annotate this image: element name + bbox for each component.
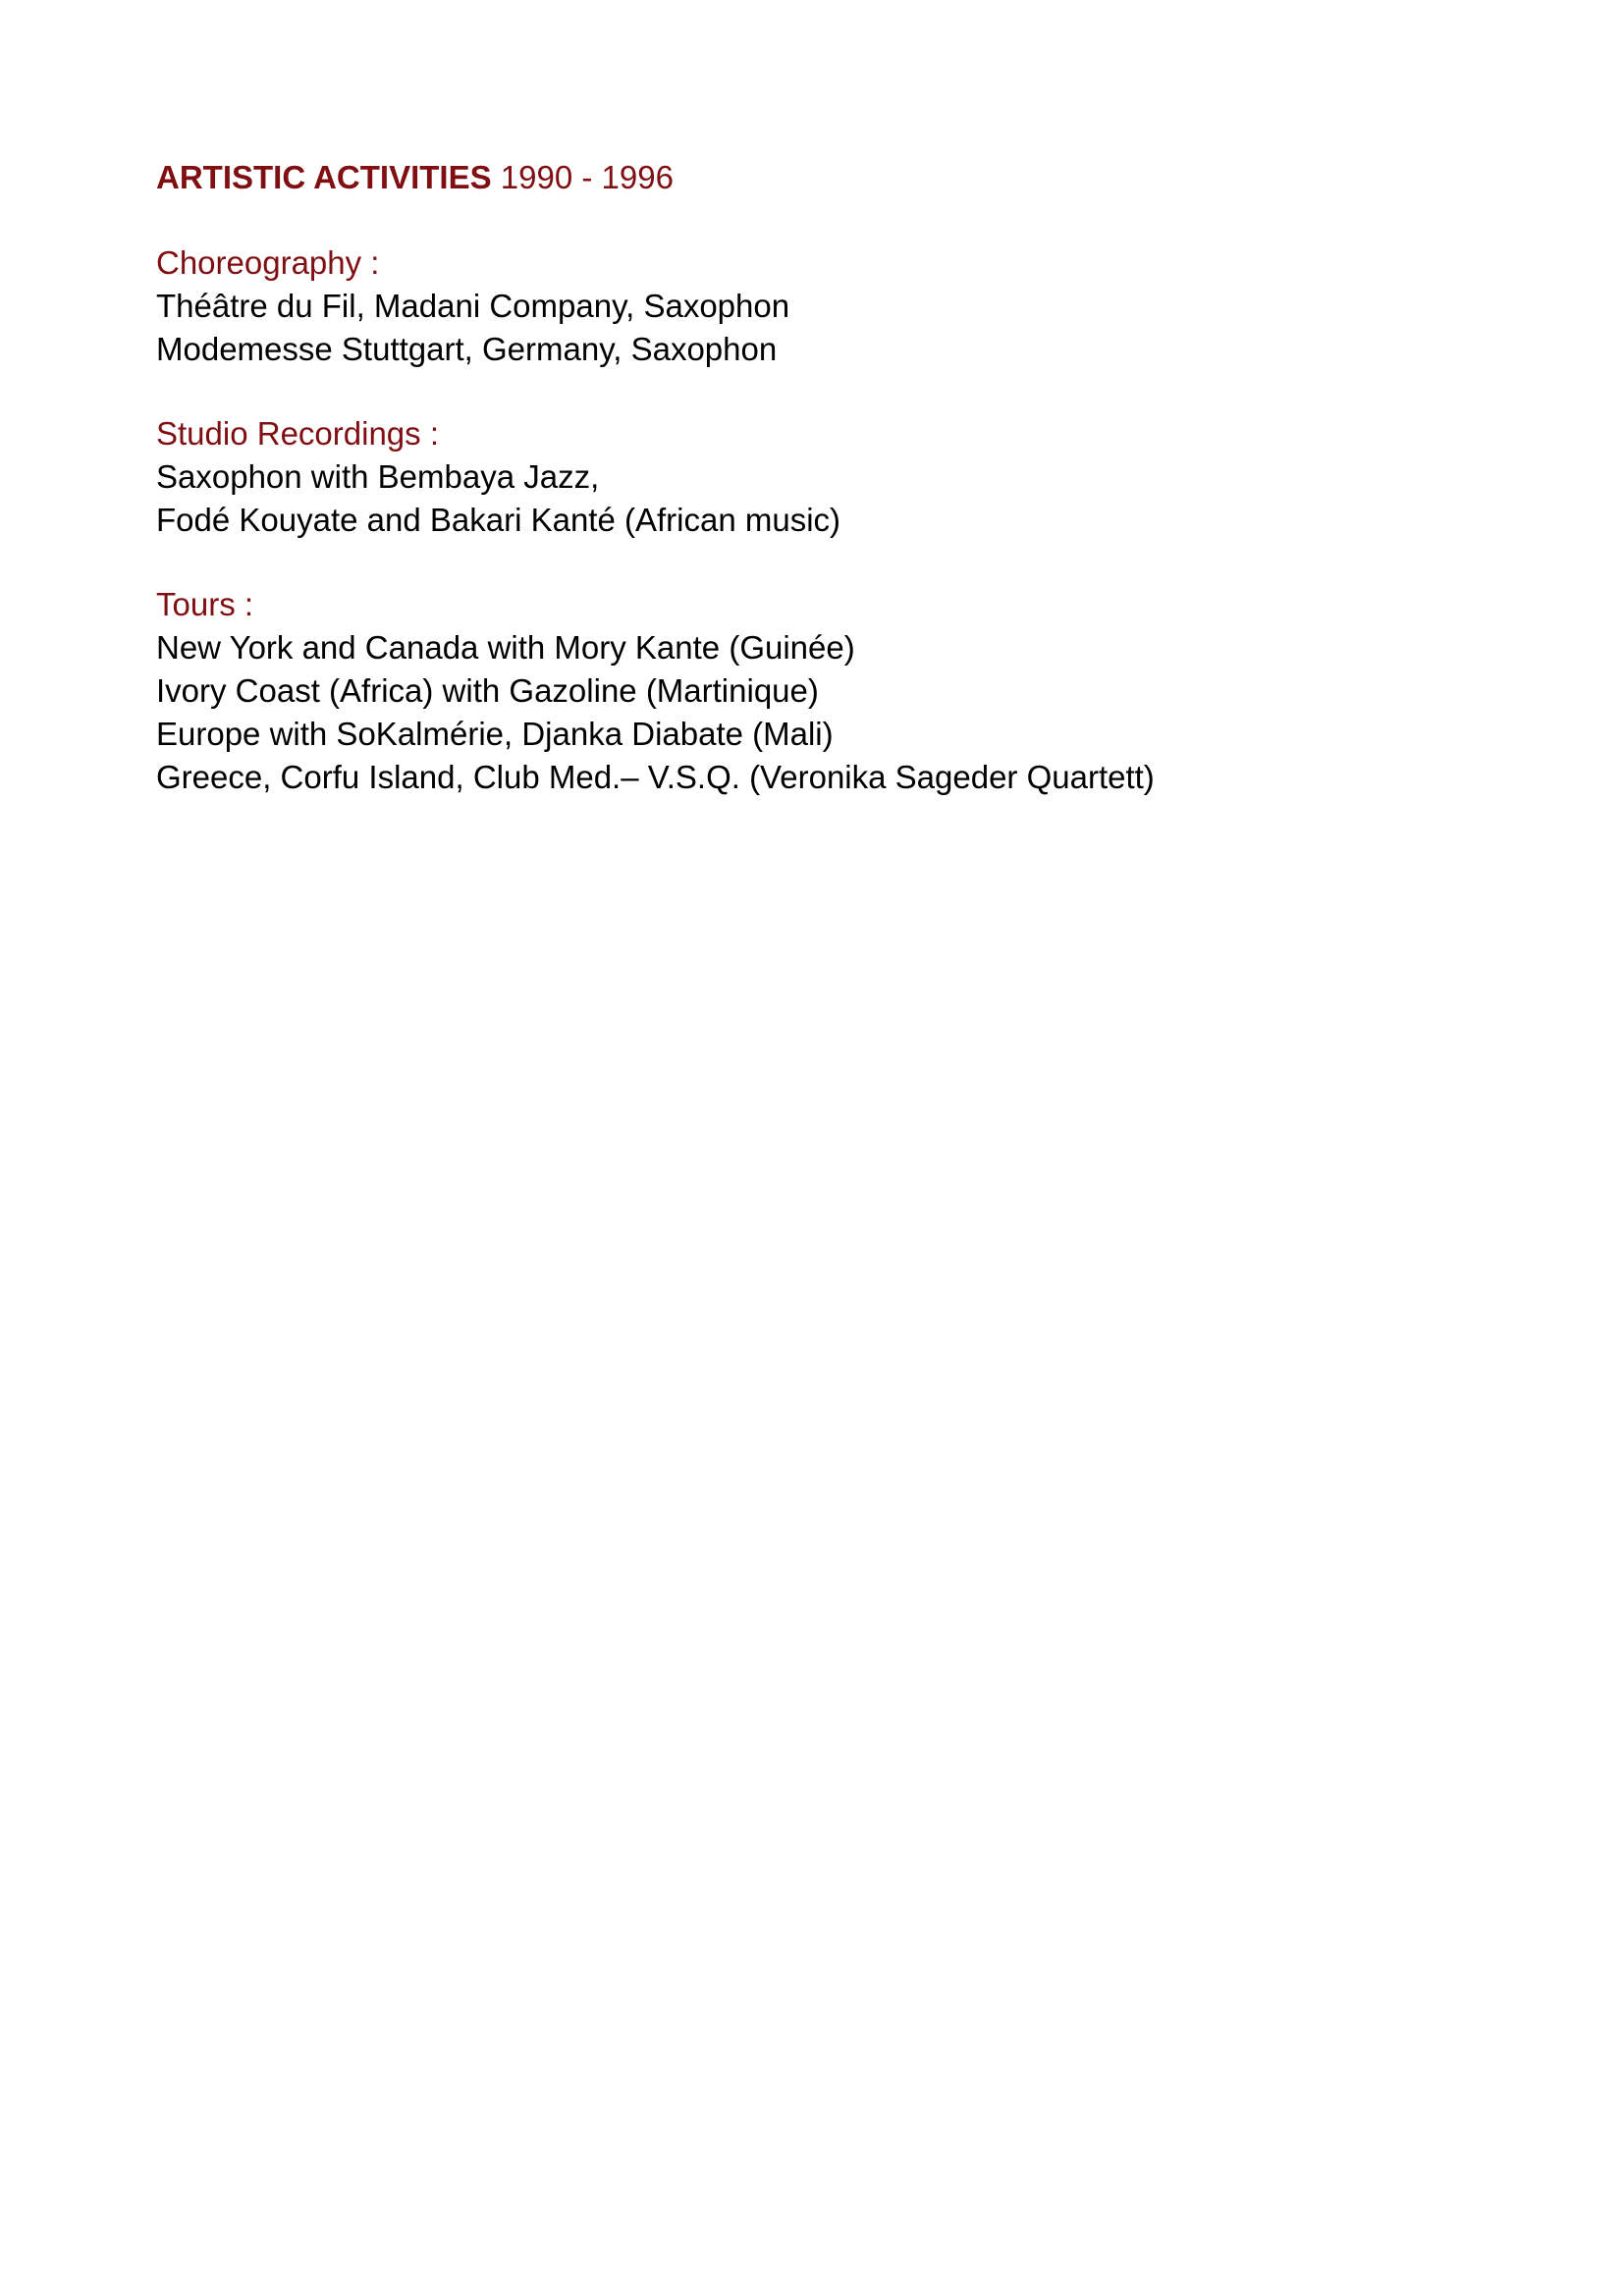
list-item: Théâtre du Fil, Madani Company, Saxophon — [156, 288, 790, 324]
list-item: Europe with SoKalmérie, Djanka Diabate (Mali) — [156, 716, 834, 752]
heading-title: ARTISTIC ACTIVITIES — [156, 159, 492, 195]
list-item: Saxophon with Bembaya Jazz, — [156, 458, 600, 495]
heading-years: 1990 - 1996 — [500, 159, 674, 195]
list-item: Modemesse Stuttgart, Germany, Saxophon — [156, 331, 778, 367]
section-tours — [156, 583, 1472, 799]
section-studio-recordings — [156, 412, 1472, 542]
list-item: Ivory Coast (Africa) with Gazoline (Martinique) — [156, 672, 819, 709]
section-title: Tours : — [156, 586, 254, 622]
page-heading — [156, 155, 1472, 200]
list-item: Greece, Corfu Island, Club Med.– V.S.Q. (Veronika Sageder Quartett) — [156, 759, 1155, 795]
list-item: Fodé Kouyate and Bakari Kanté (African music) — [156, 502, 841, 538]
section-choreography — [156, 241, 1472, 371]
section-title: Studio Recordings : — [156, 415, 439, 452]
section-title: Choreography : — [156, 244, 380, 281]
list-item: New York and Canada with Mory Kante (Guinée) — [156, 629, 855, 666]
document-page — [156, 155, 1472, 799]
